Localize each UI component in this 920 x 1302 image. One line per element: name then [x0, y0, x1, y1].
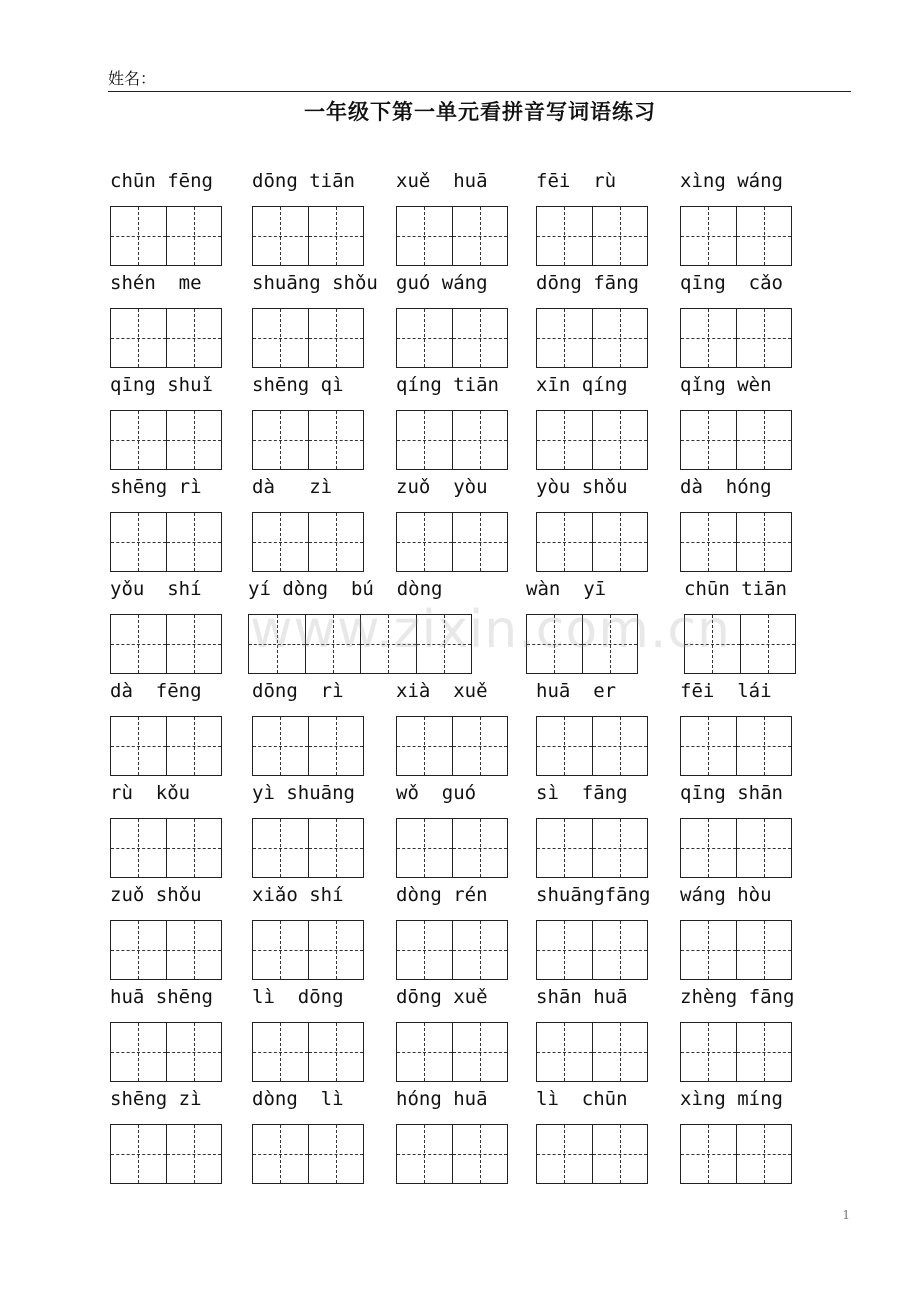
tian-zi-cell[interactable] — [397, 207, 452, 265]
name-label: 姓名： — [108, 69, 157, 88]
pinyin-label: fēi rù — [536, 170, 617, 192]
tian-zi-cell[interactable] — [736, 1125, 791, 1183]
writing-grid[interactable] — [680, 512, 792, 572]
tian-zi-cell[interactable] — [111, 411, 166, 469]
header-rule — [108, 91, 851, 92]
writing-grid[interactable] — [680, 410, 792, 470]
tian-zi-cell[interactable] — [592, 207, 647, 265]
pinyin-label: shēng zì — [110, 1088, 202, 1110]
tian-zi-cell[interactable] — [537, 309, 592, 367]
writing-grid[interactable] — [110, 308, 222, 368]
tian-zi-cell[interactable] — [308, 717, 363, 775]
tian-zi-cell[interactable] — [592, 513, 647, 571]
writing-grid[interactable] — [680, 716, 792, 776]
tian-zi-cell[interactable] — [111, 819, 166, 877]
writing-grid[interactable] — [110, 1124, 222, 1184]
tian-zi-cell[interactable] — [111, 513, 166, 571]
writing-grid[interactable] — [110, 512, 222, 572]
pinyin-label: yǒu shí — [110, 578, 202, 600]
writing-grid[interactable] — [536, 716, 648, 776]
pinyin-label: dà fēng — [110, 680, 202, 702]
pinyin-label: dōng rì — [252, 680, 344, 702]
writing-grid[interactable] — [680, 308, 792, 368]
tian-zi-cell[interactable] — [253, 411, 308, 469]
tian-zi-cell[interactable] — [582, 615, 637, 673]
writing-grid[interactable] — [396, 206, 508, 266]
tian-zi-cell[interactable] — [740, 615, 795, 673]
writing-grid[interactable] — [396, 1124, 508, 1184]
tian-zi-cell[interactable] — [166, 411, 221, 469]
tian-zi-cell[interactable] — [308, 207, 363, 265]
tian-zi-cell[interactable] — [308, 1125, 363, 1183]
pinyin-label: dà zì — [252, 476, 333, 498]
writing-grid[interactable] — [252, 1124, 364, 1184]
pinyin-label: dōng fāng — [536, 272, 639, 294]
tian-zi-cell[interactable] — [166, 207, 221, 265]
tian-zi-cell[interactable] — [166, 615, 221, 673]
pinyin-label: huā er — [536, 680, 617, 702]
tian-zi-cell[interactable] — [397, 717, 452, 775]
tian-zi-cell[interactable] — [537, 1023, 592, 1081]
tian-zi-cell[interactable] — [111, 309, 166, 367]
tian-zi-cell[interactable] — [253, 309, 308, 367]
tian-zi-cell[interactable] — [681, 411, 736, 469]
pinyin-label: sì fāng — [536, 782, 628, 804]
tian-zi-cell[interactable] — [452, 921, 507, 979]
writing-grid[interactable] — [396, 1022, 508, 1082]
pinyin-label: zuǒ yòu — [396, 476, 488, 498]
tian-zi-cell[interactable] — [592, 1023, 647, 1081]
writing-grid[interactable] — [110, 614, 222, 674]
writing-grid[interactable] — [680, 920, 792, 980]
writing-grid[interactable] — [680, 1022, 792, 1082]
writing-grid[interactable] — [248, 614, 472, 674]
tian-zi-cell[interactable] — [111, 615, 166, 673]
pinyin-label: dòng lì — [252, 1088, 344, 1110]
writing-grid[interactable] — [110, 1022, 222, 1082]
tian-zi-cell[interactable] — [452, 309, 507, 367]
tian-zi-cell[interactable] — [308, 309, 363, 367]
tian-zi-cell[interactable] — [592, 1125, 647, 1183]
tian-zi-cell[interactable] — [592, 717, 647, 775]
tian-zi-cell[interactable] — [452, 411, 507, 469]
writing-grid[interactable] — [536, 410, 648, 470]
tian-zi-cell[interactable] — [452, 1125, 507, 1183]
writing-grid[interactable] — [680, 818, 792, 878]
pinyin-label: xià xuě — [396, 680, 488, 702]
tian-zi-cell[interactable] — [166, 1125, 221, 1183]
page-title: 一年级下第一单元看拼音写词语练习 — [304, 100, 656, 124]
pinyin-label: wàn yī — [526, 578, 607, 600]
tian-zi-cell[interactable] — [592, 309, 647, 367]
pinyin-label: zhèng fāng — [680, 986, 795, 1008]
tian-zi-cell[interactable] — [166, 309, 221, 367]
tian-zi-cell[interactable] — [111, 1125, 166, 1183]
pinyin-label: fēi lái — [680, 680, 772, 702]
tian-zi-cell[interactable] — [736, 921, 791, 979]
pinyin-label: qíng tiān — [396, 374, 499, 396]
writing-grid[interactable] — [110, 920, 222, 980]
writing-grid[interactable] — [536, 1124, 648, 1184]
tian-zi-cell[interactable] — [308, 819, 363, 877]
tian-zi-cell[interactable] — [416, 615, 472, 673]
pinyin-label: zuǒ shǒu — [110, 884, 202, 906]
writing-grid[interactable] — [110, 410, 222, 470]
tian-zi-cell[interactable] — [685, 615, 740, 673]
tian-zi-cell[interactable] — [397, 1023, 452, 1081]
tian-zi-cell[interactable] — [527, 615, 582, 673]
page-number: 1 — [842, 1208, 850, 1222]
tian-zi-cell[interactable] — [397, 309, 452, 367]
tian-zi-cell[interactable] — [253, 819, 308, 877]
tian-zi-cell[interactable] — [681, 921, 736, 979]
tian-zi-cell[interactable] — [166, 1023, 221, 1081]
tian-zi-cell[interactable] — [452, 717, 507, 775]
pinyin-label: dōng xuě — [396, 986, 488, 1008]
tian-zi-cell[interactable] — [308, 921, 363, 979]
writing-grid[interactable] — [536, 1022, 648, 1082]
pinyin-label: xiǎo shí — [252, 884, 344, 906]
tian-zi-cell[interactable] — [166, 513, 221, 571]
writing-grid[interactable] — [536, 512, 648, 572]
pinyin-label: chūn fēng — [110, 170, 213, 192]
tian-zi-cell[interactable] — [736, 819, 791, 877]
pinyin-label: rù kǒu — [110, 782, 191, 804]
tian-zi-cell[interactable] — [537, 1125, 592, 1183]
tian-zi-cell[interactable] — [452, 513, 507, 571]
pinyin-label: lì chūn — [536, 1088, 628, 1110]
writing-grid[interactable] — [252, 512, 364, 572]
pinyin-label: yí dòng bú dòng — [248, 578, 443, 600]
pinyin-label: dōng tiān — [252, 170, 355, 192]
writing-grid[interactable] — [252, 1022, 364, 1082]
pinyin-label: huā shēng — [110, 986, 213, 1008]
pinyin-label: shēng qì — [252, 374, 344, 396]
pinyin-label: yòu shǒu — [536, 476, 628, 498]
tian-zi-cell[interactable] — [253, 1023, 308, 1081]
tian-zi-cell[interactable] — [681, 513, 736, 571]
tian-zi-cell[interactable] — [592, 819, 647, 877]
tian-zi-cell[interactable] — [397, 411, 452, 469]
pinyin-label: xuě huā — [396, 170, 488, 192]
tian-zi-cell[interactable] — [111, 1023, 166, 1081]
writing-grid[interactable] — [110, 206, 222, 266]
writing-grid[interactable] — [680, 206, 792, 266]
pinyin-label: yì shuāng — [252, 782, 355, 804]
tian-zi-cell[interactable] — [308, 1023, 363, 1081]
tian-zi-cell[interactable] — [537, 513, 592, 571]
pinyin-label: dòng rén — [396, 884, 488, 906]
tian-zi-cell[interactable] — [305, 615, 361, 673]
tian-zi-cell[interactable] — [111, 207, 166, 265]
tian-zi-cell[interactable] — [166, 717, 221, 775]
tian-zi-cell[interactable] — [681, 207, 736, 265]
pinyin-label: qǐng wèn — [680, 374, 772, 396]
tian-zi-cell[interactable] — [681, 1023, 736, 1081]
writing-grid[interactable] — [110, 716, 222, 776]
tian-zi-cell[interactable] — [537, 717, 592, 775]
tian-zi-cell[interactable] — [308, 411, 363, 469]
writing-grid[interactable] — [684, 614, 796, 674]
tian-zi-cell[interactable] — [681, 1125, 736, 1183]
pinyin-label: shān huā — [536, 986, 628, 1008]
tian-zi-cell[interactable] — [537, 207, 592, 265]
tian-zi-cell[interactable] — [736, 1023, 791, 1081]
tian-zi-cell[interactable] — [249, 615, 305, 673]
tian-zi-cell[interactable] — [736, 717, 791, 775]
writing-grid[interactable] — [396, 920, 508, 980]
tian-zi-cell[interactable] — [736, 411, 791, 469]
writing-grid[interactable] — [536, 818, 648, 878]
pinyin-label: qīng shuǐ — [110, 374, 213, 396]
writing-grid[interactable] — [396, 410, 508, 470]
tian-zi-cell[interactable] — [397, 819, 452, 877]
tian-zi-cell[interactable] — [681, 819, 736, 877]
pinyin-label: lì dōng — [252, 986, 344, 1008]
tian-zi-cell[interactable] — [592, 411, 647, 469]
writing-grid[interactable] — [396, 512, 508, 572]
writing-grid[interactable] — [252, 206, 364, 266]
tian-zi-cell[interactable] — [308, 513, 363, 571]
tian-zi-cell[interactable] — [681, 309, 736, 367]
pinyin-label: xìng míng — [680, 1088, 783, 1110]
pinyin-label: wǒ guó — [396, 782, 477, 804]
tian-zi-cell[interactable] — [111, 717, 166, 775]
tian-zi-cell[interactable] — [253, 513, 308, 571]
tian-zi-cell[interactable] — [253, 1125, 308, 1183]
tian-zi-cell[interactable] — [166, 819, 221, 877]
tian-zi-cell[interactable] — [537, 819, 592, 877]
pinyin-label: shēng rì — [110, 476, 202, 498]
writing-grid[interactable] — [252, 308, 364, 368]
tian-zi-cell[interactable] — [452, 819, 507, 877]
pinyin-label: hóng huā — [396, 1088, 488, 1110]
tian-zi-cell[interactable] — [537, 411, 592, 469]
pinyin-label: qīng cǎo — [680, 272, 783, 294]
tian-zi-cell[interactable] — [592, 921, 647, 979]
tian-zi-cell[interactable] — [111, 921, 166, 979]
tian-zi-cell[interactable] — [736, 207, 791, 265]
writing-grid[interactable] — [680, 1124, 792, 1184]
writing-grid[interactable] — [526, 614, 638, 674]
writing-grid[interactable] — [110, 818, 222, 878]
tian-zi-cell[interactable] — [452, 207, 507, 265]
tian-zi-cell[interactable] — [397, 1125, 452, 1183]
writing-grid[interactable] — [252, 818, 364, 878]
tian-zi-cell[interactable] — [253, 207, 308, 265]
writing-grid[interactable] — [252, 410, 364, 470]
tian-zi-cell[interactable] — [253, 921, 308, 979]
pinyin-label: wáng hòu — [680, 884, 772, 906]
pinyin-label: chūn tiān — [684, 578, 787, 600]
watermark: www.zixin.com.cn — [250, 600, 731, 660]
writing-grid[interactable] — [396, 716, 508, 776]
writing-grid[interactable] — [252, 920, 364, 980]
pinyin-label: dà hóng — [680, 476, 772, 498]
pinyin-label: xìng wáng — [680, 170, 783, 192]
writing-grid[interactable] — [252, 716, 364, 776]
writing-grid[interactable] — [396, 308, 508, 368]
tian-zi-cell[interactable] — [736, 309, 791, 367]
writing-grid[interactable] — [536, 206, 648, 266]
pinyin-label: shuāng shǒu — [252, 272, 378, 294]
tian-zi-cell[interactable] — [397, 513, 452, 571]
pinyin-label: xīn qíng — [536, 374, 628, 396]
pinyin-label: shuāngfāng — [536, 884, 651, 906]
writing-grid[interactable] — [536, 308, 648, 368]
pinyin-label: guó wáng — [396, 272, 488, 294]
tian-zi-cell[interactable] — [736, 513, 791, 571]
tian-zi-cell[interactable] — [397, 921, 452, 979]
tian-zi-cell[interactable] — [166, 921, 221, 979]
tian-zi-cell[interactable] — [360, 615, 416, 673]
tian-zi-cell[interactable] — [681, 717, 736, 775]
pinyin-label: shén me — [110, 272, 202, 294]
tian-zi-cell[interactable] — [452, 1023, 507, 1081]
pinyin-label: qīng shān — [680, 782, 783, 804]
writing-grid[interactable] — [536, 920, 648, 980]
tian-zi-cell[interactable] — [537, 921, 592, 979]
writing-grid[interactable] — [396, 818, 508, 878]
tian-zi-cell[interactable] — [253, 717, 308, 775]
